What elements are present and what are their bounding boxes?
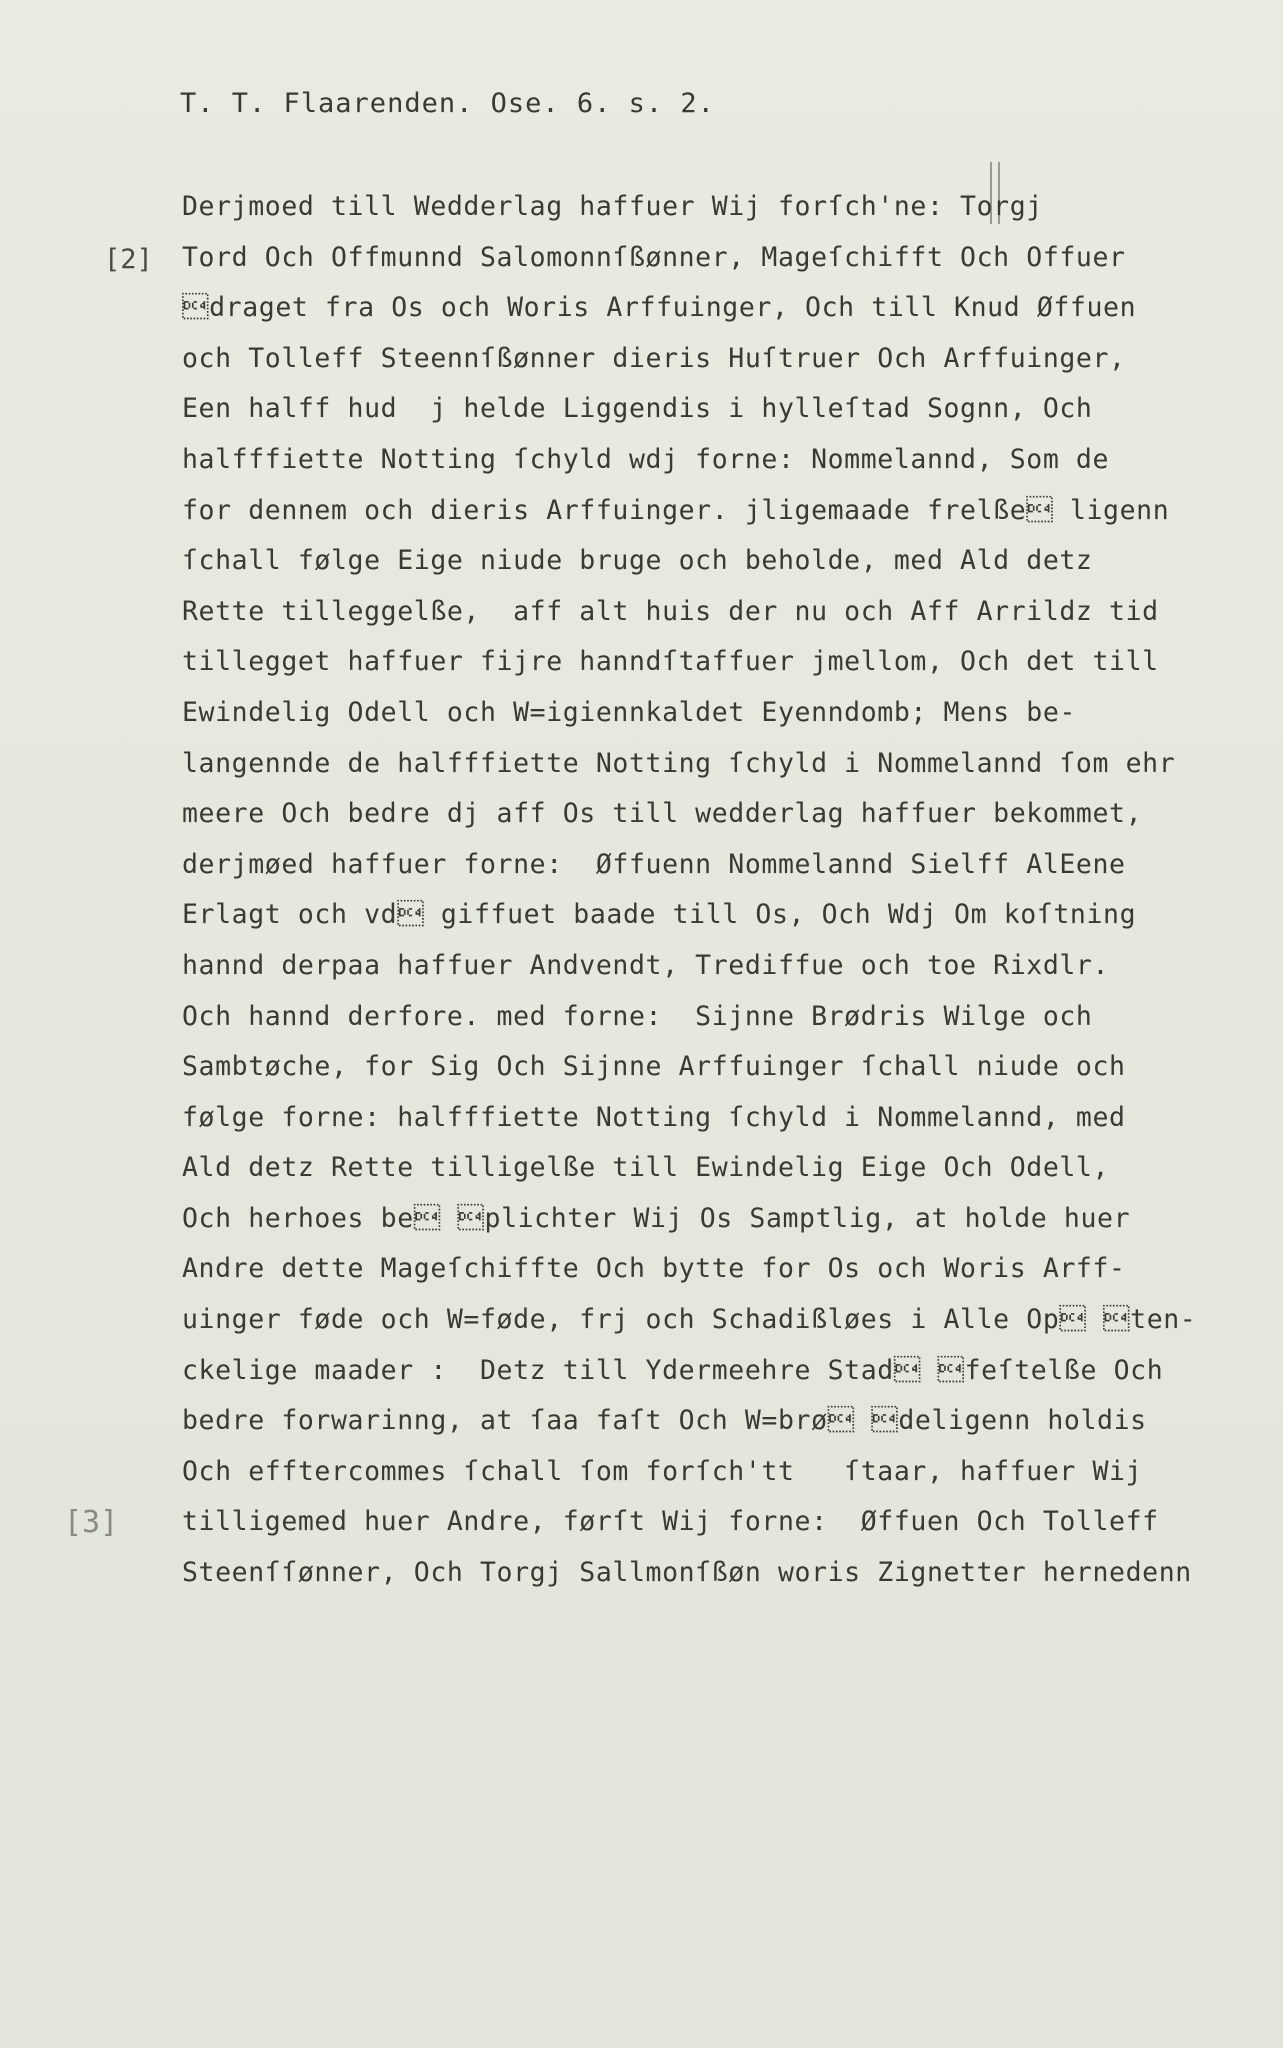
text-line: Andre dette Mageſchiffte Och bytte for Os och Woris Arff-: [182, 1253, 1126, 1285]
text-line: Och herhoes be plichter Wij Os Samptlig, at holde huer: [182, 1202, 1131, 1234]
text-line: Derjmoed till Wedderlag haffuer Wij forſch'ne: Torgj: [182, 191, 1043, 222]
text-line: meere Och bedre dj aff Os till wedderlag haffuer bekommet,: [182, 798, 1143, 830]
text-line: ſchall følge Eige niude bruge och beholde, med Ald detz: [182, 545, 1093, 577]
text-line: hannd derpaa haffuer Andvendt, Trediffue och toe Rixdlr.: [182, 949, 1110, 981]
text-line: Steenſſønner, Och Torgj Sallmonſßøn woris Zignetter hernedenn: [182, 1557, 1192, 1589]
text-line: følge forne: halfffiette Notting ſchyld i Nommelannd, med: [182, 1101, 1126, 1133]
text-line: tilligemed huer Andre, førſt Wij forne: Øffuen Och Tolleff: [182, 1506, 1159, 1538]
text-line: Ald detz Rette tilligelße till Ewindelig Eige Och Odell,: [182, 1152, 1110, 1184]
text-line: ckelige maader : Detz till Ydermeehre Stad feſtelße Och: [182, 1354, 1164, 1386]
text-line: halfffiette Notting ſchyld wdj forne: Nommelannd, Som de: [182, 443, 1110, 475]
text-line: Och efftercommes ſchall ſom forſch'tt ſtaar, haffuer Wij: [182, 1455, 1143, 1487]
text-line: langennde de halfffiette Notting ſchyld i Nommelannd ſom ehr: [182, 747, 1176, 779]
transcription-body: [182, 182, 1196, 1599]
text-line: Rette tilleggelße, aff alt huis der nu och Aff Arrildz tid: [182, 595, 1159, 627]
text-line: Erlagt och vd giffuet baade till Os, Och Wdj Om koſtning: [182, 899, 1137, 931]
text-line: Een halff hud j helde Liggendis i hylleſtad Sognn, Och: [182, 393, 1093, 425]
text-line: Sambtøche, for Sig Och Sijnne Arffuinger ſchall niude och: [182, 1051, 1126, 1083]
text-line: uinger føde och W=føde, frj och Schadißløes i Alle Op ten-: [182, 1304, 1197, 1336]
page-marker-3: [3]: [64, 1505, 119, 1540]
text-line: tillegget haffuer fijre hanndſtaffuer jmellom, Och det till: [182, 646, 1159, 678]
document-header: T. T. Flaarenden. Ose. 6. s. 2.: [180, 88, 715, 119]
text-line: derjmøed haffuer forne: Øffuenn Nommelannd Sielff AlEene: [182, 848, 1126, 880]
text-line: Ewindelig Odell och W=igiennkaldet Eyenndomb; Mens be-: [182, 696, 1076, 728]
text-line: Och hannd derfore. med forne: Sijnne Brødris Wilge och: [182, 1000, 1093, 1032]
text-line: Tord Och Offmunnd Salomonnſßønner, Mageſchifft Och Offuer: [182, 241, 1126, 273]
text-line: draget fra Os och Woris Arffuinger, Och till Knud Øffuen: [182, 292, 1137, 324]
page-marker-2: [2]: [104, 244, 153, 275]
text-line: och Tolleff Steennſßønner dieris Huſtruer Och Arffuinger,: [182, 342, 1126, 374]
text-line: for dennem och dieris Arffuinger. jligemaade frelße ligenn: [182, 494, 1170, 526]
text-line: bedre forwarinng, at ſaa faſt Och W=brø deligenn holdis: [182, 1405, 1147, 1437]
